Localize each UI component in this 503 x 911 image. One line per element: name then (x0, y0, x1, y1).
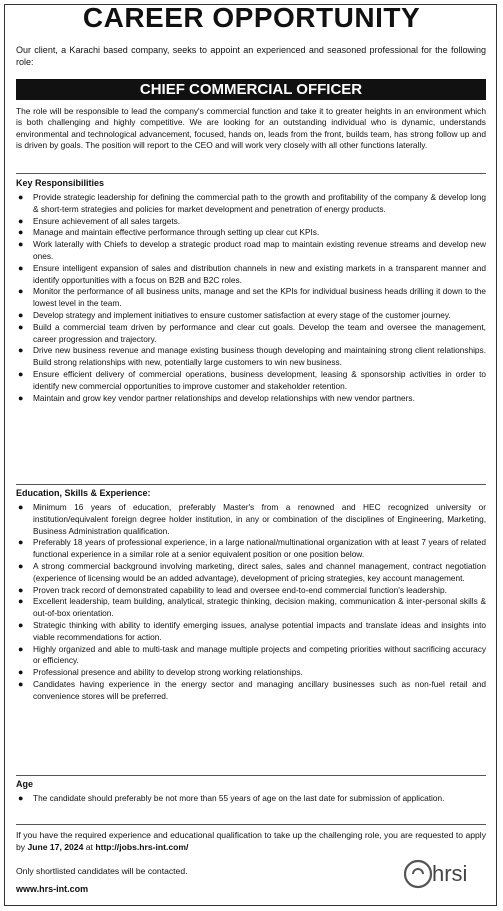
hrsi-logo (404, 856, 484, 892)
bullet-icon: ● (18, 596, 24, 607)
section-divider (16, 775, 486, 776)
bullet-icon: ● (18, 192, 24, 202)
list-item (16, 585, 486, 597)
apply-at: at (85, 842, 93, 852)
logo-arc-icon (413, 869, 423, 874)
list-item-text: Drive new business revenue and manage existing business though developing and maintaining strong client relationships. Build strong relationships with new, potentially large customers to win new business. (33, 345, 486, 368)
list-item (16, 192, 486, 216)
list-item (16, 679, 486, 703)
list-item-text: Monitor the performance of all business units, manage and set the KPIs for individual business heads drilling it down to the lowest level in the team. (33, 286, 486, 309)
role-banner: CHIEF COMMERCIAL OFFICER (16, 79, 486, 100)
list-item-text: Manage and maintain effective performance through setting up clear cut KPIs. (33, 227, 320, 238)
list-item (16, 620, 486, 644)
list-item (16, 596, 486, 620)
bullet-icon: ● (18, 560, 24, 571)
section-divider (16, 173, 486, 174)
responsibilities-heading: Key Responsibilities (16, 178, 105, 188)
education-heading: Education, Skills & Experience: (16, 488, 151, 498)
bullet-icon: ● (18, 345, 24, 356)
section-divider (16, 484, 486, 485)
list-item (16, 345, 486, 369)
bullet-icon: ● (18, 309, 24, 320)
list-item-text: Excellent leadership, team building, analytical, strategic thinking, decision making, communication & inter-personal skills & out-of-box orientation. (33, 596, 486, 619)
list-item (16, 227, 486, 239)
list-item-text: Professional presence and ability to develop strong working relationships. (33, 667, 303, 678)
list-item (16, 502, 486, 537)
website-link[interactable]: www.hrs-int.com (16, 884, 89, 894)
list-item-text: A strong commercial background involving marketing, direct sales, sales and channel management, contract negotiation (experience of licensing would be an added advantage), development of pricing strategies, key account management. (33, 560, 486, 583)
bullet-icon: ● (18, 584, 24, 595)
list-item-text: Build a commercial team driven by performance and clear cut goals. Develop the team and oversee the management, career progression and trajectory. (33, 321, 486, 344)
list-item (16, 216, 486, 228)
bullet-icon: ● (18, 239, 24, 250)
bullet-icon: ● (18, 321, 24, 332)
list-item (16, 322, 486, 346)
application-instructions (16, 829, 486, 853)
list-item-text: Ensure efficient delivery of commercial operations, business development, leasing & sponsorship activities in order to identify new commercial opportunities to improve customer and stakeholder retention. (33, 368, 486, 391)
list-item-text: Ensure achievement of all sales targets. (33, 215, 181, 226)
list-item (16, 286, 486, 310)
bullet-icon: ● (18, 502, 24, 512)
bullet-icon: ● (18, 537, 24, 548)
list-item (16, 310, 486, 322)
list-item (16, 793, 486, 805)
responsibilities-list (16, 192, 486, 404)
section-divider (16, 824, 486, 825)
bullet-icon: ● (18, 368, 24, 379)
list-item (16, 369, 486, 393)
bullet-icon: ● (18, 286, 24, 297)
list-item (16, 263, 486, 287)
bullet-icon: ● (18, 793, 24, 803)
list-item-text: Develop strategy and implement initiatives to ensure customer satisfaction at every stage of the customer journey. (33, 309, 451, 320)
deadline-date: June 17, 2024 (27, 842, 84, 852)
list-item-text: Maintain and grow key vendor partner relationships and develop relationships with new vendor partners. (33, 392, 415, 403)
list-item (16, 561, 486, 585)
bullet-icon: ● (18, 227, 24, 238)
bullet-icon: ● (18, 392, 24, 403)
bullet-icon: ● (18, 619, 24, 630)
role-summary: The role will be responsible to lead the company's commercial function and take it to greater heights in an environment which is both challenging and highly competitive. We are looking for an outstanding individual who is dynamic, understands environmental and technological advancement, focused, hands on, leads from the front, builds team, has strong follow up and is driven by goals. The position will report to the CEO and will work very closely with all other functions laterally. (16, 106, 486, 151)
list-item-text: Work laterally with Chiefs to develop a strategic product road map to maintain existing revenue streams and develop new ones. (33, 239, 486, 261)
logo-ring-icon (405, 861, 431, 887)
list-item-text: Provide strategic leadership for defining the commercial path to the growth and profitability of the company & develop long & short-term strategies and policies for market development and penetration of energy products. (33, 192, 486, 214)
logo-text: hrsi (432, 861, 468, 886)
apply-link[interactable]: http://jobs.hrs-int.com/ (95, 842, 189, 852)
bullet-icon: ● (18, 667, 24, 678)
apply-text: If you have the required experience and educational qualification to take up the challenging role, you are requested to apply by (16, 830, 486, 852)
bullet-icon: ● (18, 262, 24, 273)
list-item (16, 393, 486, 405)
shortlist-note: Only shortlisted candidates will be contacted. (16, 866, 188, 876)
list-item-text: Candidates having experience in the energy sector and managing ancillary businesses such as non-fuel retail and convenience stores will be preferred. (33, 678, 486, 701)
list-item-text: The candidate should preferably be not more than 55 years of age on the last date for submission of application. (33, 793, 445, 803)
education-list (16, 502, 486, 703)
list-item-text: Minimum 16 years of education, preferably Master's from a renowned and HEC recognized university or institution/equivalent foreign degree holder institution, in any or combination of the disciplines of Engineering, Marketing, Business Administration qualification. (33, 502, 486, 536)
age-heading: Age (16, 779, 34, 789)
list-item (16, 239, 486, 263)
list-item (16, 537, 486, 561)
list-item-text: Highly organized and able to multi-task and manage multiple projects and competing priorities without sacrificing accuracy or efficiency. (33, 643, 486, 666)
bullet-icon: ● (18, 643, 24, 654)
page-title: CAREER OPPORTUNITY (82, 2, 421, 33)
bullet-icon: ● (18, 678, 24, 689)
list-item (16, 667, 486, 679)
list-item-text: Proven track record of demonstrated capability to lead and oversee end-to-end commercial function's leadership. (33, 584, 447, 595)
list-item-text: Preferably 18 years of professional experience, in a large national/multinational organization with at least 7 years of related functional experience in a similar role at a senior equivalent position or one position below. (33, 537, 486, 560)
list-item-text: Ensure intelligent expansion of sales and distribution channels in new and existing markets in a transparent manner and identify opportunities with a focus on B2B and B2C roles. (33, 262, 486, 285)
intro-text: Our client, a Karachi based company, seeks to appoint an experienced and seasoned professional for the following role: (16, 45, 486, 67)
age-list (16, 793, 486, 805)
list-item-text: Strategic thinking with ability to identify emerging issues, analyse potential impacts and translate ideas and insights into viable recommendations for action. (33, 619, 486, 642)
bullet-icon: ● (18, 215, 24, 226)
list-item (16, 644, 486, 668)
